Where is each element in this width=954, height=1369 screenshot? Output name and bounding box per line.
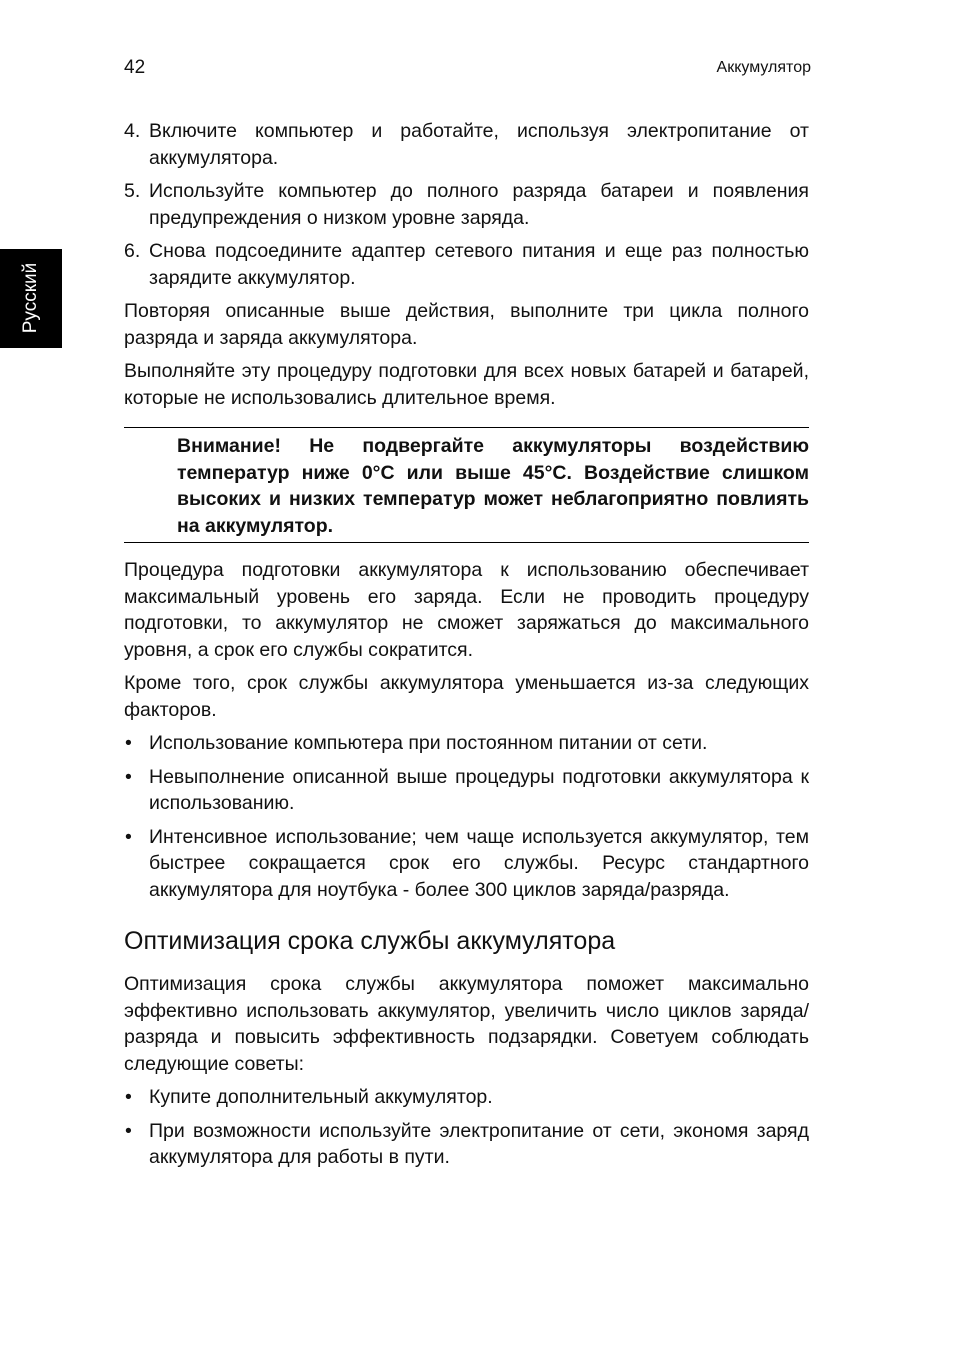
step-text: Используйте компьютер до полного разряда батареи и появления предупреждения о низком уровне заряда. <box>149 180 809 229</box>
language-tab-label: Русский <box>20 262 41 334</box>
factor-text: Невыполнение описанной выше процедуры подготовки аккумулятора к использованию. <box>149 765 809 814</box>
paragraph-optimization: Оптимизация срока службы аккумулятора поможет максимально эффективно использовать аккумулятор, увеличить число циклов заряда/разряда и повысить эффективность подзарядки. Советуем соблюдать следующие советы: <box>124 973 809 1075</box>
factor-text: Интенсивное использование; чем чаще используется аккумулятор, тем быстрее сокращается срок его службы. Ресурс стандартного аккумулятора для ноутбука - более 300 циклов заряда/разряда. <box>149 825 809 901</box>
step-number: 5. <box>124 180 141 202</box>
paragraph-procedure: Процедура подготовки аккумулятора к использованию обеспечивает максимальный уровень его заряда. Если не проводить процедуру подготовки, то аккумулятор не сможет заряжаться до максимального уровня, а срок его службы сократится. <box>124 559 809 661</box>
warning-box <box>124 427 809 543</box>
page-content <box>124 118 809 1178</box>
paragraph-factors: Кроме того, срок службы аккумулятора уменьшается из-за следующих факторов. <box>124 672 809 721</box>
step-text: Снова подсоедините адаптер сетевого питания и еще раз полностью зарядите аккумулятор. <box>149 240 809 289</box>
factors-list <box>124 730 809 903</box>
list-item <box>124 1084 809 1111</box>
list-item <box>124 764 809 817</box>
step-text: Включите компьютер и работайте, используя электропитание от аккумулятора. <box>149 120 809 169</box>
step-number: 6. <box>124 240 141 262</box>
paragraph-all-batteries: Выполняйте эту процедуру подготовки для всех новых батарей и батарей, которые не использовались длительное время. <box>124 360 809 409</box>
factor-text: Использование компьютера при постоянном питании от сети. <box>149 732 708 754</box>
warning-text: Внимание! Не подвергайте аккумуляторы воздействию температур ниже 0°C или выше 45°C. Воздействие слишком высоких и низких температур может неблагоприятно повлиять на аккумулятор. <box>177 435 809 537</box>
list-item <box>124 824 809 904</box>
tip-text: Купите дополнительный аккумулятор. <box>149 1086 493 1108</box>
section-title: Оптимизация срока службы аккумулятора <box>124 927 616 955</box>
list-item <box>124 730 809 757</box>
list-item <box>124 118 809 171</box>
step-number: 4. <box>124 120 141 142</box>
language-tab <box>0 249 62 348</box>
bullet-icon: • <box>125 1086 132 1108</box>
paragraph-repeat: Повторяя описанные выше действия, выполните три цикла полного разряда и заряда аккумулятора. <box>124 300 809 349</box>
list-item <box>124 1118 809 1171</box>
bullet-icon: • <box>125 732 132 754</box>
list-item <box>124 178 809 231</box>
tip-text: При возможности используйте электропитание от сети, экономя заряд аккумулятора для работы в пути. <box>149 1119 809 1168</box>
bullet-icon: • <box>125 765 132 788</box>
bullet-icon: • <box>125 825 132 848</box>
tips-list <box>124 1084 809 1171</box>
running-head: Аккумулятор <box>716 59 811 76</box>
bullet-icon: • <box>125 1119 132 1142</box>
steps-list <box>124 118 809 291</box>
page-number: 42 <box>124 57 146 78</box>
list-item <box>124 238 809 291</box>
